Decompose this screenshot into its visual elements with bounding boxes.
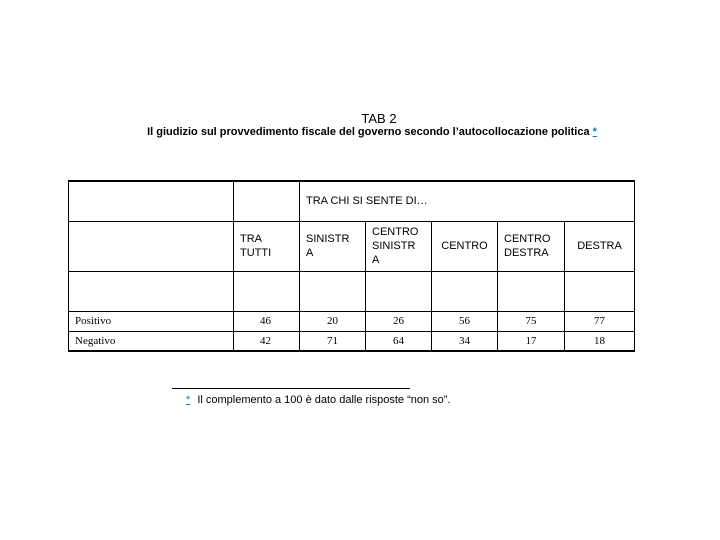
table-cell: 64 (366, 331, 432, 351)
empty-cell (565, 271, 635, 311)
table-cell: 46 (234, 311, 300, 331)
empty-cell (234, 181, 300, 221)
empty-cell (69, 181, 234, 221)
subtitle-text: Il giudizio sul provvedimento fiscale del governo secondo l’autocollocazione politica (147, 126, 590, 138)
column-header-tra-tutti: TRA TUTTI (234, 221, 300, 271)
empty-cell (234, 271, 300, 311)
table-row-positivo (69, 311, 635, 331)
table-subtitle (0, 126, 720, 138)
table-cell: 75 (498, 311, 565, 331)
spacer-row (69, 271, 635, 311)
column-header-centro-destra: CENTRO DESTRA (498, 221, 565, 271)
data-table (68, 180, 635, 352)
footnote-divider (172, 388, 410, 389)
footnote-ref-link[interactable]: * (592, 126, 597, 138)
table-cell: 34 (432, 331, 498, 351)
footnote-marker-link[interactable]: * (186, 394, 191, 406)
footnote (186, 394, 451, 406)
column-header-row (69, 221, 635, 271)
table-title: TAB 2 (361, 111, 397, 126)
empty-cell (300, 271, 366, 311)
table-row-negativo (69, 331, 635, 351)
empty-cell (498, 271, 565, 311)
table-cell: 77 (565, 311, 635, 331)
empty-cell (366, 271, 432, 311)
table-cell: 20 (300, 311, 366, 331)
table-cell: 18 (565, 331, 635, 351)
column-header-sinistra: SINISTR A (300, 221, 366, 271)
footnote-text: Il complemento a 100 è dato dalle risposte “non so”. (197, 394, 451, 406)
empty-cell (69, 221, 234, 271)
column-header-centro-sinistra: CENTRO SINISTR A (366, 221, 432, 271)
empty-cell (69, 271, 234, 311)
group-header-row (69, 181, 635, 221)
table-cell: 17 (498, 331, 565, 351)
table-cell: 26 (366, 311, 432, 331)
table-cell: 42 (234, 331, 300, 351)
table-cell: 71 (300, 331, 366, 351)
row-label: Negativo (69, 331, 234, 351)
column-header-centro: CENTRO (432, 221, 498, 271)
group-header: TRA CHI SI SENTE DI… (300, 181, 635, 221)
table-cell: 56 (432, 311, 498, 331)
column-header-destra: DESTRA (565, 221, 635, 271)
row-label: Positivo (69, 311, 234, 331)
empty-cell (432, 271, 498, 311)
